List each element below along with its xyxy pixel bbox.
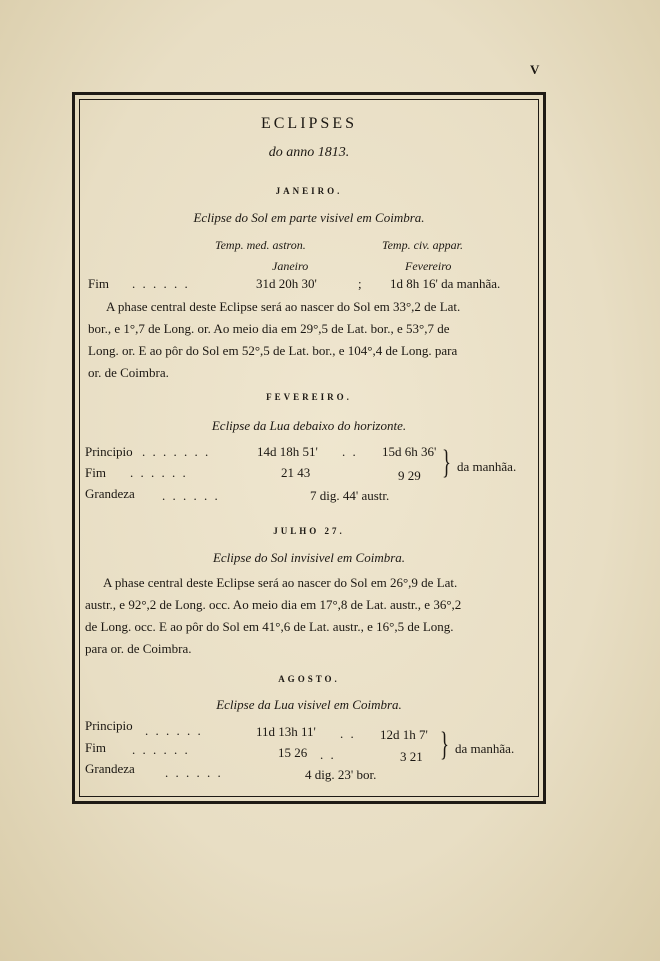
- january-month-heading: JANEIRO.: [275, 186, 343, 196]
- january-paragraph: [88, 296, 531, 384]
- february-grandeza-value: 7 dig. 44' austr.: [310, 488, 390, 503]
- january-col1-month: Janeiro: [272, 259, 309, 273]
- february-grandeza-dots: . . . . . .: [162, 488, 220, 503]
- february-brace-text: da manhãa.: [457, 459, 517, 474]
- july-paragraph: [85, 572, 531, 660]
- february-row-principio-dots: . . . . . . .: [142, 444, 211, 459]
- page-number: V: [530, 62, 540, 77]
- august-brace: }: [440, 726, 449, 763]
- august-row-principio-value2: 12d 1h 7': [380, 727, 428, 742]
- february-grandeza-label: Grandeza: [85, 486, 135, 501]
- january-row-dots: . . . . . .: [132, 276, 190, 291]
- july-eclipse-heading: Eclipse do Sol invisivel em Coimbra.: [212, 550, 406, 565]
- august-row-fim-value2: 3 21: [400, 749, 423, 764]
- january-line-2: bor., e 1°,7 de Long. or. Ao meio dia em 29°,5 de Lat. bor., e 53°,7 de: [88, 321, 450, 336]
- january-row-sep: ;: [358, 276, 362, 291]
- february-row-principio-value1: 14d 18h 51': [257, 444, 318, 459]
- january-eclipse-heading: Eclipse do Sol em parte visivel em Coimbra.: [193, 210, 425, 225]
- july-month-heading: JULHO 27.: [273, 526, 345, 536]
- january-row-label: Fim: [88, 276, 109, 291]
- february-row-fim-dots: . . . . . .: [130, 465, 188, 480]
- august-month-heading: AGOSTO.: [278, 674, 340, 684]
- january-line-3: Long. or. E ao pôr do Sol em 52°,5 de Lat. bor., e 104°,4 de Long. para: [88, 343, 458, 358]
- august-brace-text: da manhãa.: [455, 741, 515, 756]
- february-brace: }: [442, 444, 451, 481]
- july-line-2: austr., e 92°,2 de Long. occ. Ao meio dia em 17°,8 de Lat. austr., e 36°,2: [85, 597, 462, 612]
- february-row-fim-value1: 21 43: [281, 465, 311, 480]
- january-line-4: or. de Coimbra.: [88, 365, 169, 380]
- august-row-principio-dots: . . . . . .: [145, 723, 203, 738]
- july-line-1: A phase central deste Eclipse será ao nascer do Sol em 26°,9 de Lat.: [103, 575, 458, 590]
- february-row-fim-value2: 9 29: [398, 468, 421, 483]
- february-row-principio-label: Principio: [85, 444, 133, 459]
- august-grandeza-dots: . . . . . .: [165, 765, 223, 780]
- august-eclipse-heading: Eclipse da Lua visivel em Coimbra.: [216, 697, 402, 712]
- february-month-heading: FEVEREIRO.: [266, 392, 352, 402]
- august-row-fim-dots2: . .: [320, 747, 336, 762]
- january-line-1: A phase central deste Eclipse será ao nascer do Sol em 33°,2 de Lat.: [106, 299, 461, 314]
- august-row-principio-dots2: . .: [340, 726, 356, 741]
- july-line-4: para or. de Coimbra.: [85, 641, 192, 656]
- august-grandeza-label: Grandeza: [85, 761, 135, 776]
- february-row-principio-value2: 15d 6h 36': [382, 444, 437, 459]
- february-row-principio-dots2: . .: [342, 444, 358, 459]
- february-eclipse-heading: Eclipse da Lua debaixo do horizonte.: [211, 418, 407, 433]
- january-col2-header: Temp. civ. appar.: [382, 238, 463, 252]
- august-row-fim-value1: 15 26: [278, 745, 308, 760]
- january-row-value2: 1d 8h 16' da manhãa.: [390, 276, 501, 291]
- page-title: ECLIPSES: [260, 115, 357, 132]
- january-row-value1: 31d 20h 30': [256, 276, 317, 291]
- february-row-fim-label: Fim: [85, 465, 106, 480]
- august-row-principio-value1: 11d 13h 11': [256, 724, 316, 739]
- august-row-fim-label: Fim: [85, 740, 106, 755]
- january-col2-month: Fevereiro: [405, 259, 452, 273]
- august-grandeza-value: 4 dig. 23' bor.: [305, 767, 377, 782]
- january-col1-header: Temp. med. astron.: [215, 238, 306, 252]
- page-subtitle: do anno 1813.: [268, 145, 350, 160]
- july-line-3: de Long. occ. E ao pôr do Sol em 41°,6 de Lat. austr., e 16°,5 de Long.: [85, 619, 454, 634]
- august-row-fim-dots: . . . . . .: [132, 742, 190, 757]
- august-row-principio-label: Principio: [85, 718, 133, 733]
